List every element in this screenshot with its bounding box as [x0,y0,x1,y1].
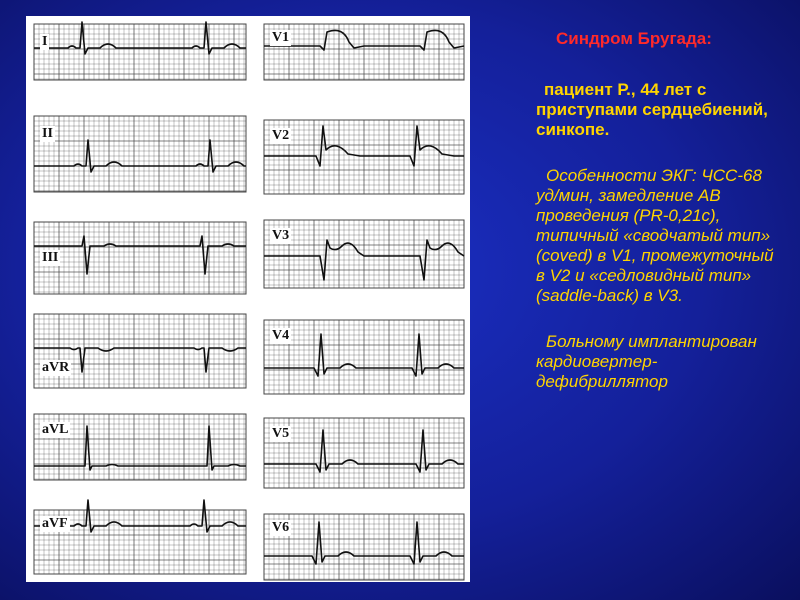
lead-label-avf: aVF [42,516,68,531]
lead-label-avl: aVL [42,422,69,437]
lead-label-avr: aVR [42,360,70,375]
lead-label-v5: V5 [272,426,290,441]
device-text: Больному имплантирован кардиовертер-дефибриллятор [536,332,757,391]
lead-label-v3: V3 [272,228,290,243]
slide-title: Синдром Бругада: [556,29,712,48]
lead-label-i: I [42,34,48,49]
lead-label-v6: V6 [272,520,290,535]
slide-text [536,28,786,392]
lead-label-v2: V2 [272,128,290,143]
lead-label-v1: V1 [272,30,290,45]
ecg-strips [26,16,470,582]
lead-label-v4: V4 [272,328,290,343]
lead-label-ii: II [42,126,53,141]
lead-label-iii: III [42,250,59,265]
patient-description: пациент Р., 44 лет с приступами сердцебиений, синкопе. [536,80,768,139]
ecg-features-text: Особенности ЭКГ: ЧСС-68 уд/мин, замедление АВ проведения (PR-0,21c), типичный «сводчатый тип» (coved) в V1, промежуточный в V2 и «седловидный тип» (saddle-back) в V3. [536,166,774,305]
ecg-panel [26,16,470,582]
